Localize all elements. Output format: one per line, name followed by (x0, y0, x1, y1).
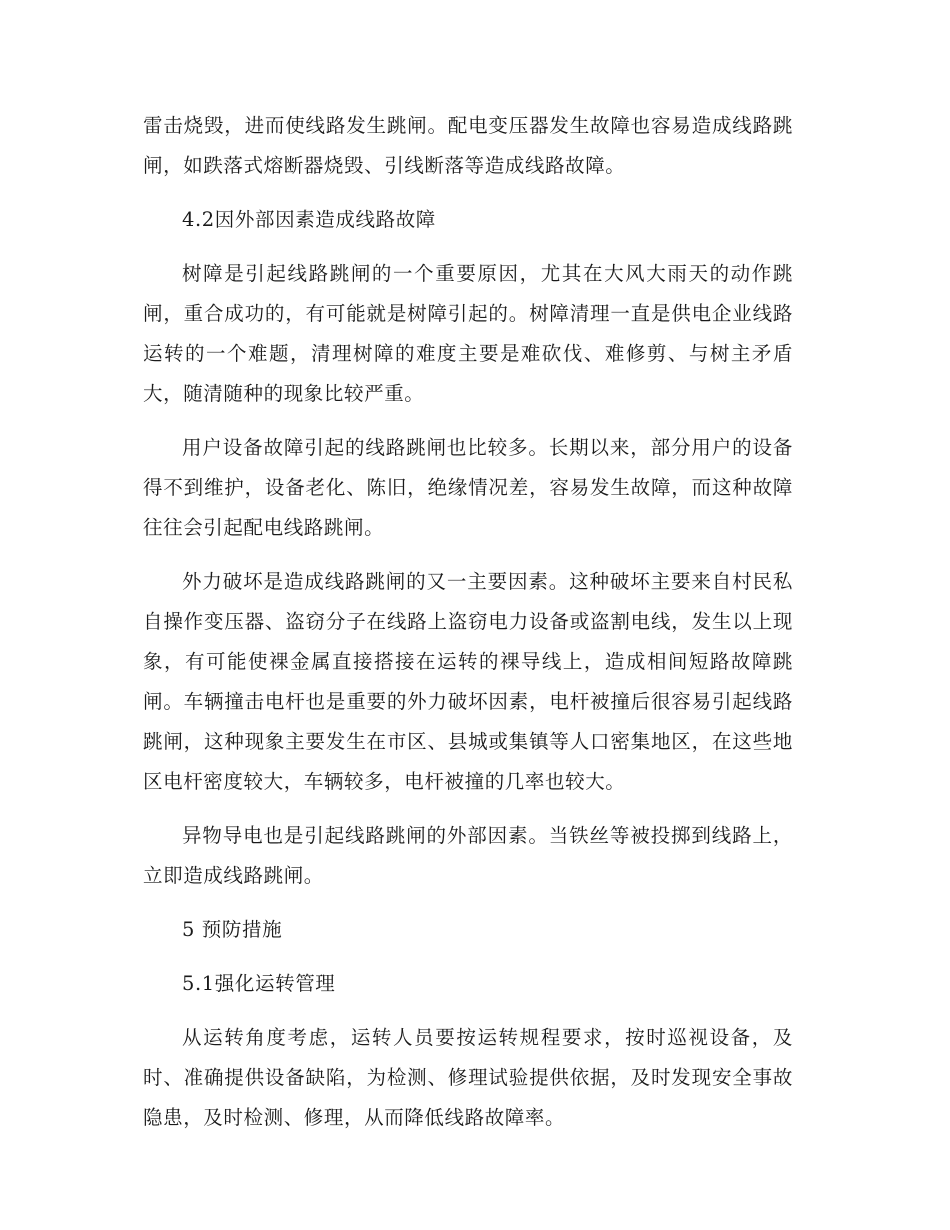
document-page (143, 106, 793, 1152)
paragraph-operation-management: 从运转角度考虑，运转人员要按运转规程要求，按时巡视设备，及时、准确提供设备缺陷，为检测、修理试验提供依据，及时发现安全事故隐患，及时检测、修理，从而降低线路故障率。 (143, 1026, 793, 1129)
section-heading-5: 5 预防措施 (182, 918, 283, 941)
section-heading-4-2: 4.2因外部因素造成线路故障 (182, 208, 436, 231)
paragraph-user-equipment: 用户设备故障引起的线路跳闸也比较多。长期以来，部分用户的设备得不到维护，设备老化、陈旧，绝缘情况差，容易发生故障，而这种故障往往会引起配电线路跳闸。 (143, 436, 793, 539)
paragraph-lightning-transformer: 雷击烧毁，进而使线路发生跳闸。配电变压器发生故障也容易造成线路跳闸，如跌落式熔断器烧毁、引线断落等造成线路故障。 (143, 114, 793, 177)
paragraph-external-damage: 外力破坏是造成线路跳闸的又一主要因素。这种破坏主要来自村民私自操作变压器、盗窃分子在线路上盗窃电力设备或盗割电线，发生以上现象，有可能使裸金属直接搭接在运转的裸导线上，造成相间短路故障跳闸。车辆撞击电杆也是重要的外力破坏因素，电杆被撞后很容易引起线路跳闸，这种现象主要发生在市区、县城或集镇等人口密集地区，在这些地区电杆密度较大，车辆较多，电杆被撞的几率也较大。 (143, 570, 793, 793)
paragraph-foreign-objects: 异物导电也是引起线路跳闸的外部因素。当铁丝等被投掷到线路上，立即造成线路跳闸。 (143, 824, 793, 887)
paragraph-tree-obstacles: 树障是引起线路跳闸的一个重要原因，尤其在大风大雨天的动作跳闸，重合成功的，有可能就是树障引起的。树障清理一直是供电企业线路运转的一个难题，清理树障的难度主要是难砍伐、难修剪、与树主矛盾大，随清随种的现象比较严重。 (143, 262, 793, 405)
section-heading-5-1: 5.1强化运转管理 (182, 972, 336, 995)
